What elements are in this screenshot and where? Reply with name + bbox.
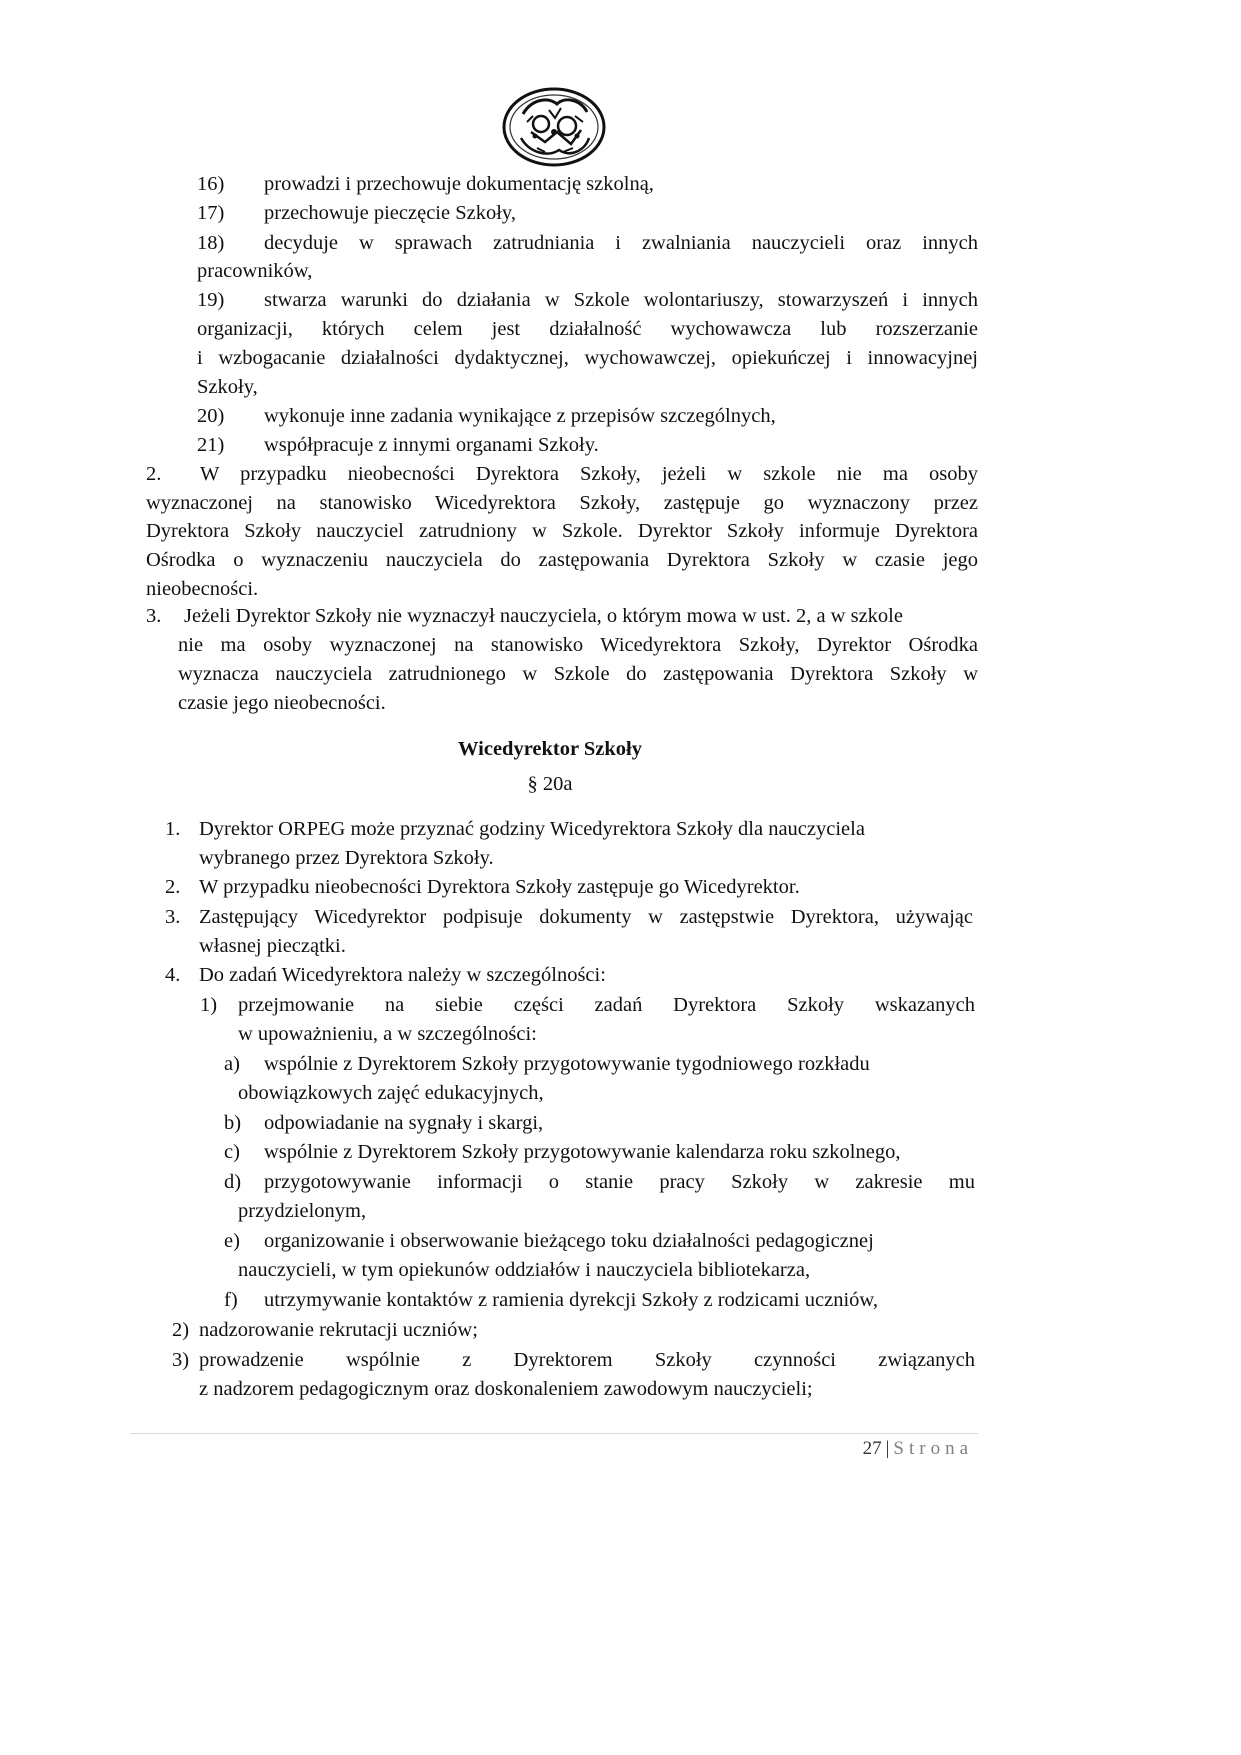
list-item: 2. W przypadku nieobecności Dyrektora Szkoły zastępuje go Wicedyrektor. (165, 876, 800, 898)
paragraph-2-line: Dyrektora Szkoły nauczyciel zatrudniony w Szkole. Dyrektor Szkoły informuje Dyrektora (146, 520, 978, 542)
list-item: 1. Dyrektor ORPEG może przyznać godziny Wicedyrektora Szkoły dla nauczyciela (165, 818, 865, 840)
list-item: 18) decyduje w sprawach zatrudniania i zwalniania nauczycieli oraz innych (197, 232, 978, 254)
letter-item: b) odpowiadanie na sygnały i skargi, (224, 1112, 544, 1134)
list-item: 20) wykonuje inne zadania wynikające z przepisów szczególnych, (197, 405, 776, 427)
list-item: 17) przechowuje pieczęcie Szkoły, (197, 202, 516, 224)
paragraph-2-line: Ośrodka o wyznaczeniu nauczyciela do zastępowania Dyrektora Szkoły w czasie jego (146, 549, 978, 571)
letter-item-continuation: obowiązkowych zajęć edukacyjnych, (238, 1082, 544, 1104)
letter-item-continuation: przydzielonym, (238, 1200, 367, 1222)
paragraph-2-line: nieobecności. (146, 578, 259, 600)
sub-list-item: 2) nadzorowanie rekrutacji uczniów; (172, 1319, 478, 1341)
sub-list-item: 3) prowadzenie wspólnie z Dyrektorem Szkoły czynności związanych (172, 1349, 975, 1371)
list-item: 16) prowadzi i przechowuje dokumentację szkolną, (197, 173, 654, 195)
letter-item: e) organizowanie i obserwowanie bieżącego toku działalności pedagogicznej (224, 1230, 874, 1252)
sub-list-item-continuation: z nadzorem pedagogicznym oraz doskonaleniem zawodowym nauczycieli; (199, 1378, 813, 1400)
list-item: 4. Do zadań Wicedyrektora należy w szczególności: (165, 964, 606, 986)
letter-item: a) wspólnie z Dyrektorem Szkoły przygotowywanie tygodniowego rozkładu (224, 1053, 870, 1075)
sub-list-item: 1) przejmowanie na siebie części zadań Dyrektora Szkoły wskazanych (200, 994, 975, 1016)
footer-divider (130, 1433, 978, 1434)
page-footer (863, 1437, 973, 1461)
letter-item-continuation: nauczycieli, w tym opiekunów oddziałów i nauczyciela bibliotekarza, (238, 1259, 811, 1281)
paragraph-3-line: nie ma osoby wyznaczonej na stanowisko Wicedyrektora Szkoły, Dyrektor Ośrodka (178, 634, 978, 656)
paragraph-2-line: wyznaczonej na stanowisko Wicedyrektora Szkoły, zastępuje go wyznaczony przez (146, 492, 978, 514)
footer-separator: | (885, 1438, 890, 1459)
list-item: 19) stwarza warunki do działania w Szkole wolontariuszy, stowarzyszeń i innych (197, 289, 978, 311)
list-item-continuation: własnej pieczątki. (199, 935, 346, 957)
paragraph-3-line: wyznacza nauczyciela zatrudnionego w Szkole do zastępowania Dyrektora Szkoły w (178, 663, 978, 685)
page-word: Strona (893, 1438, 973, 1459)
school-crest-icon (501, 86, 607, 168)
paragraph-3: 3. Jeżeli Dyrektor Szkoły nie wyznaczył nauczyciela, o którym mowa w ust. 2, a w szkole (146, 605, 903, 627)
list-item: 21) współpracuje z innymi organami Szkoły. (197, 434, 599, 456)
letter-item: c) wspólnie z Dyrektorem Szkoły przygotowywanie kalendarza roku szkolnego, (224, 1141, 901, 1163)
sub-list-item-continuation: w upoważnieniu, a w szczególności: (238, 1023, 537, 1045)
letter-item: d) przygotowywanie informacji o stanie pracy Szkoły w zakresie mu (224, 1171, 975, 1193)
list-item-continuation: i wzbogacanie działalności dydaktycznej, wychowawczej, opiekuńczej i innowacyjnej (197, 347, 978, 369)
paragraph-3-line: czasie jego nieobecności. (178, 692, 386, 714)
paragraph-2: 2. W przypadku nieobecności Dyrektora Szkoły, jeżeli w szkole nie ma osoby (146, 463, 978, 485)
list-item-continuation: wybranego przez Dyrektora Szkoły. (199, 847, 494, 869)
list-item-continuation: pracowników, (197, 260, 313, 282)
list-item-continuation: organizacji, których celem jest działalność wychowawcza lub rozszerzanie (197, 318, 978, 340)
paragraph-number: § 20a (527, 773, 573, 795)
section-heading: Wicedyrektor Szkoły (458, 738, 642, 760)
list-item-continuation: Szkoły, (197, 376, 258, 398)
list-item: 3. Zastępujący Wicedyrektor podpisuje dokumenty w zastępstwie Dyrektora, używając (165, 906, 973, 928)
letter-item: f) utrzymywanie kontaktów z ramienia dyrekcji Szkoły z rodzicami uczniów, (224, 1289, 879, 1311)
page-number: 27 (862, 1438, 882, 1459)
